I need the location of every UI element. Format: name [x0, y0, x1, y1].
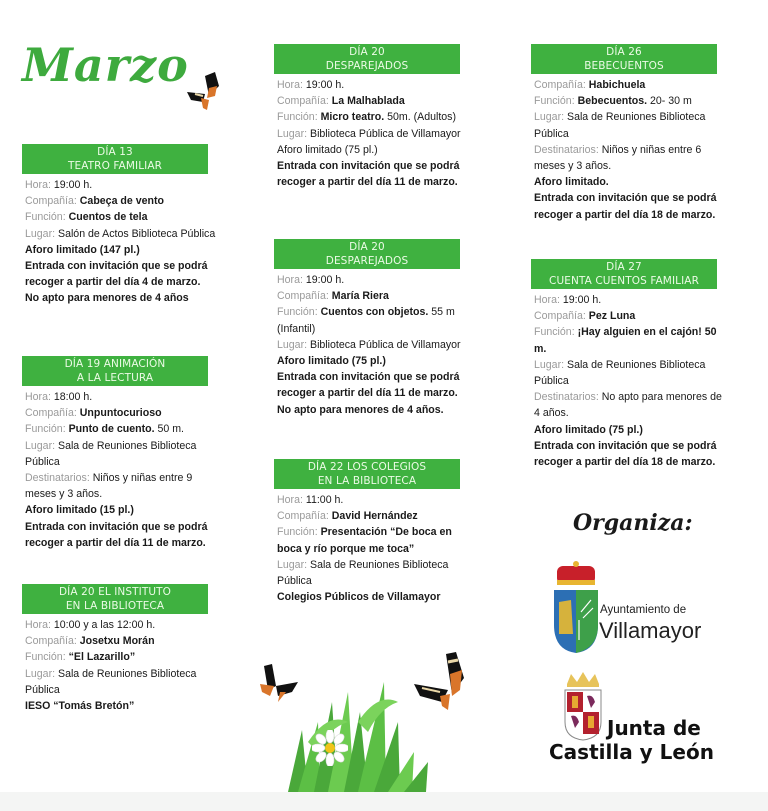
detail-label: Lugar:: [277, 127, 308, 140]
detail-value: Sala de Reuniones Biblioteca Pública: [25, 439, 197, 468]
detail-extra: 20- 30 m: [647, 95, 692, 108]
event-header-line: DÍA 20 EL INSTITUTO: [58, 586, 172, 598]
event-detail-row: [25, 438, 218, 470]
detail-label: Hora:: [534, 294, 560, 306]
event-card: [274, 44, 470, 190]
event-detail-row: [277, 288, 470, 304]
detail-label: Función:: [25, 651, 66, 664]
detail-value: Habichuela: [588, 79, 646, 91]
detail-value: IESO “Tomás Bretón”: [25, 700, 135, 713]
event-card: [531, 44, 727, 223]
detail-label: Compañía:: [25, 635, 77, 648]
event-detail-row: [25, 193, 218, 209]
event-header-line: DÍA 22 LOS COLEGIOS: [307, 461, 427, 473]
event-header: [531, 259, 717, 289]
event-detail-row: [534, 109, 727, 141]
detail-label: Función:: [534, 95, 575, 108]
event-detail-row: [534, 357, 727, 389]
event-detail-row: [25, 698, 218, 714]
detail-label: Función:: [25, 423, 66, 436]
detail-value: Aforo limitado (75 pl.): [534, 423, 643, 436]
event-header-line: DESPAREJADOS: [325, 255, 409, 267]
detail-label: Función:: [277, 306, 318, 319]
detail-label: Destinatarios:: [534, 143, 599, 156]
event-details: [22, 389, 218, 551]
event-details: [274, 272, 470, 418]
event-header: [22, 356, 208, 386]
detail-value: Bebecuentos.: [577, 95, 648, 108]
event-detail-row: [25, 226, 218, 242]
detail-value: La Malhablada: [331, 95, 405, 108]
detail-value: Colegios Públicos de Villamayor: [277, 591, 441, 604]
detail-value: Niños y niñas entre 9 meses y 3 años.: [25, 472, 193, 501]
detail-value: No apto para menores de 4 años.: [277, 403, 444, 416]
event-detail-row: [534, 324, 727, 356]
event-details: [274, 77, 470, 190]
detail-value: Entrada con invitación que se podrá recoger a partir del día 18 de marzo.: [534, 192, 717, 221]
event-header-line: EN LA BIBLIOTECA: [65, 600, 165, 612]
detail-value: Entrada con invitación que se podrá recoger a partir del día 11 de marzo.: [25, 520, 208, 549]
detail-label: Función:: [277, 111, 318, 124]
event-header-line: DÍA 20: [349, 46, 385, 58]
detail-label: Lugar:: [25, 667, 56, 680]
event-details: [274, 492, 470, 605]
event-detail-row: [25, 519, 218, 551]
event-detail-row: [25, 209, 218, 225]
event-detail-row: [25, 389, 218, 405]
detail-value: Josetxu Morán: [79, 635, 155, 648]
event-detail-row: [534, 77, 727, 93]
detail-value: Entrada con invitación que se podrá recoger a partir del día 11 de marzo.: [277, 160, 460, 189]
event-detail-row: [25, 421, 218, 437]
jcyl-logo: [549, 670, 749, 770]
event-detail-row: [25, 177, 218, 193]
detail-value: ¡Hay alguien en el cajón! 50 m.: [534, 326, 717, 355]
detail-value: Micro teatro.: [320, 111, 385, 124]
event-header-line: TEATRO FAMILIAR: [67, 160, 163, 172]
detail-label: Compañía:: [277, 510, 329, 523]
event-header-line: DESPAREJADOS: [325, 60, 409, 72]
event-card: [22, 356, 218, 551]
detail-label: Hora:: [277, 494, 303, 506]
event-detail-row: [277, 126, 470, 142]
event-detail-row: [277, 492, 470, 508]
event-detail-row: [534, 174, 727, 190]
detail-value: Entrada con invitación que se podrá recoger a partir del día 11 de marzo.: [277, 371, 460, 400]
detail-value: Biblioteca Pública de Villamayor: [310, 338, 461, 351]
event-header: [274, 44, 460, 74]
detail-value: Sala de Reuniones Biblioteca Pública: [534, 358, 706, 388]
event-details: [22, 177, 218, 307]
event-detail-row: [277, 158, 470, 190]
detail-value: Sala de Reuniones Biblioteca Pública: [534, 111, 706, 140]
detail-value: Sala de Reuniones Biblioteca Pública: [25, 667, 197, 696]
event-card: [22, 584, 218, 714]
villamayor-logo-line2: Villamayor: [599, 618, 702, 643]
detail-value: Aforo limitado (15 pl.): [25, 504, 134, 517]
event-detail-row: [277, 508, 470, 524]
event-detail-row: [277, 272, 470, 288]
detail-value: Cabeça de vento: [79, 195, 164, 208]
event-detail-row: [25, 502, 218, 518]
detail-label: Compañía:: [534, 79, 586, 91]
event-detail-row: [277, 557, 470, 589]
detail-label: Lugar:: [25, 227, 56, 240]
detail-value: Punto de cuento.: [68, 423, 155, 436]
page-title: Marzo: [22, 38, 189, 92]
event-header-line: DÍA 26: [606, 46, 642, 58]
event-detail-row: [25, 666, 218, 698]
event-detail-row: [534, 142, 727, 174]
detail-value: Unpuntocurioso: [79, 407, 162, 420]
event-header-line: CUENTA CUENTOS FAMILIAR: [549, 275, 699, 287]
organizer-heading: Organiza:: [573, 510, 693, 536]
detail-label: Destinatarios:: [534, 391, 599, 404]
event-detail-row: [277, 304, 470, 336]
detail-value: Niños y niñas entre 6 meses y 3 años.: [534, 143, 702, 173]
event-detail-row: [534, 389, 727, 421]
event-detail-row: [25, 649, 218, 665]
event-card: [22, 144, 218, 307]
event-card: [531, 259, 727, 470]
detail-label: Hora:: [25, 391, 51, 403]
detail-label: Compañía:: [534, 310, 586, 323]
detail-value: 19:00 h.: [305, 79, 345, 91]
detail-label: Función:: [534, 326, 575, 339]
detail-label: Compañía:: [277, 95, 329, 108]
detail-value: Cuentos con objetos.: [320, 306, 429, 319]
event-card: [274, 239, 470, 418]
event-detail-row: [277, 77, 470, 93]
grass-icon: [288, 682, 428, 792]
coat-of-arms-icon: [561, 670, 605, 742]
detail-value: David Hernández: [331, 510, 418, 523]
detail-value: Salón de Actos Biblioteca Pública: [58, 227, 216, 240]
event-detail-row: [25, 242, 218, 258]
detail-value: No apto para menores de 4 años: [25, 292, 189, 305]
detail-label: Hora:: [277, 274, 303, 286]
event-detail-row: [277, 589, 470, 605]
event-detail-row: [25, 633, 218, 649]
detail-value: 19:00 h.: [305, 274, 345, 286]
event-detail-row: [277, 369, 470, 401]
detail-value: Aforo limitado (75 pl.): [277, 143, 378, 156]
detail-value: Sala de Reuniones Biblioteca Pública: [277, 558, 449, 588]
detail-value: 11:00 h.: [305, 494, 344, 506]
jcyl-logo-line2: Castilla y León: [549, 740, 714, 764]
detail-value: Biblioteca Pública de Villamayor: [310, 127, 461, 140]
detail-value: Cuentos de tela: [68, 211, 148, 224]
event-detail-row: [534, 190, 727, 222]
detail-label: Compañía:: [25, 407, 77, 420]
detail-label: Compañía:: [277, 290, 329, 303]
event-detail-row: [277, 337, 470, 353]
detail-label: Hora:: [25, 179, 51, 191]
event-header: [274, 239, 460, 269]
event-header-line: A LA LECTURA: [76, 372, 154, 384]
detail-value: Aforo limitado.: [534, 176, 609, 189]
detail-label: Destinatarios:: [25, 472, 90, 485]
event-detail-row: [25, 290, 218, 306]
event-detail-row: [534, 438, 727, 470]
event-detail-row: [277, 524, 470, 556]
event-detail-row: [277, 402, 470, 418]
detail-label: Lugar:: [25, 439, 56, 452]
detail-label: Lugar:: [277, 558, 308, 571]
detail-label: Lugar:: [277, 338, 308, 351]
villamayor-logo-line1: Ayuntamiento de: [600, 604, 687, 616]
event-details: [22, 617, 218, 714]
detail-value: Aforo limitado (147 pl.): [25, 243, 140, 256]
detail-extra: 55 m (Infantil): [277, 306, 455, 335]
event-header: [22, 144, 208, 174]
event-details: [531, 77, 727, 223]
jcyl-logo-line1: Junta de: [607, 716, 701, 740]
event-detail-row: [277, 109, 470, 125]
detail-label: Lugar:: [534, 111, 565, 124]
event-detail-row: [277, 142, 470, 158]
detail-value: “El Lazarillo”: [68, 651, 136, 664]
event-header-line: EN LA BIBLIOTECA: [317, 475, 417, 487]
detail-value: Aforo limitado (75 pl.): [277, 355, 386, 368]
detail-label: Función:: [25, 211, 66, 224]
detail-value: No apto para menores de 4 años.: [534, 391, 722, 420]
event-header-line: DÍA 13: [97, 146, 133, 158]
event-header-line: DÍA 27: [606, 261, 642, 273]
daisy-icon: [312, 730, 348, 766]
detail-extra: 50m. (Adultos): [384, 111, 457, 124]
villamayor-logo: [551, 560, 741, 655]
detail-value: 19:00 h.: [53, 179, 93, 191]
event-detail-row: [534, 93, 727, 109]
detail-label: Compañía:: [25, 195, 77, 208]
detail-value: Presentación “De boca en boca y río porque me toca”: [277, 526, 452, 555]
detail-value: Pez Luna: [588, 310, 636, 323]
event-detail-row: [534, 308, 727, 324]
detail-value: Entrada con invitación que se podrá recoger a partir del día 4 de marzo.: [25, 260, 208, 289]
event-detail-row: [277, 353, 470, 369]
butterfly-icon: [183, 70, 225, 114]
event-detail-row: [25, 617, 218, 633]
event-detail-row: [534, 422, 727, 438]
event-detail-row: [277, 93, 470, 109]
coat-of-arms-icon: [551, 560, 601, 655]
detail-value: 19:00 h.: [562, 294, 602, 306]
event-header: [531, 44, 717, 74]
event-detail-row: [25, 470, 218, 502]
detail-value: 10:00 y a las 12:00 h.: [53, 619, 156, 631]
event-header-line: DÍA 19 ANIMACIÓN: [64, 358, 166, 370]
detail-label: Hora:: [25, 619, 51, 631]
detail-label: Función:: [277, 526, 318, 539]
event-detail-row: [25, 405, 218, 421]
event-card: [274, 459, 470, 605]
detail-value: Entrada con invitación que se podrá recoger a partir del día 18 de marzo.: [534, 439, 717, 469]
event-details: [531, 292, 727, 470]
event-detail-row: [25, 258, 218, 290]
detail-value: María Riera: [331, 290, 389, 303]
event-header-line: DÍA 20: [349, 241, 385, 253]
page-bottom-band: [0, 792, 768, 811]
detail-label: Hora:: [277, 79, 303, 91]
detail-label: Lugar:: [534, 358, 565, 371]
event-header: [274, 459, 460, 489]
event-header: [22, 584, 208, 614]
detail-value: 18:00 h.: [53, 391, 93, 403]
event-detail-row: [534, 292, 727, 308]
event-header-line: BEBECUENTOS: [584, 60, 664, 72]
detail-extra: 50 m.: [154, 423, 184, 436]
